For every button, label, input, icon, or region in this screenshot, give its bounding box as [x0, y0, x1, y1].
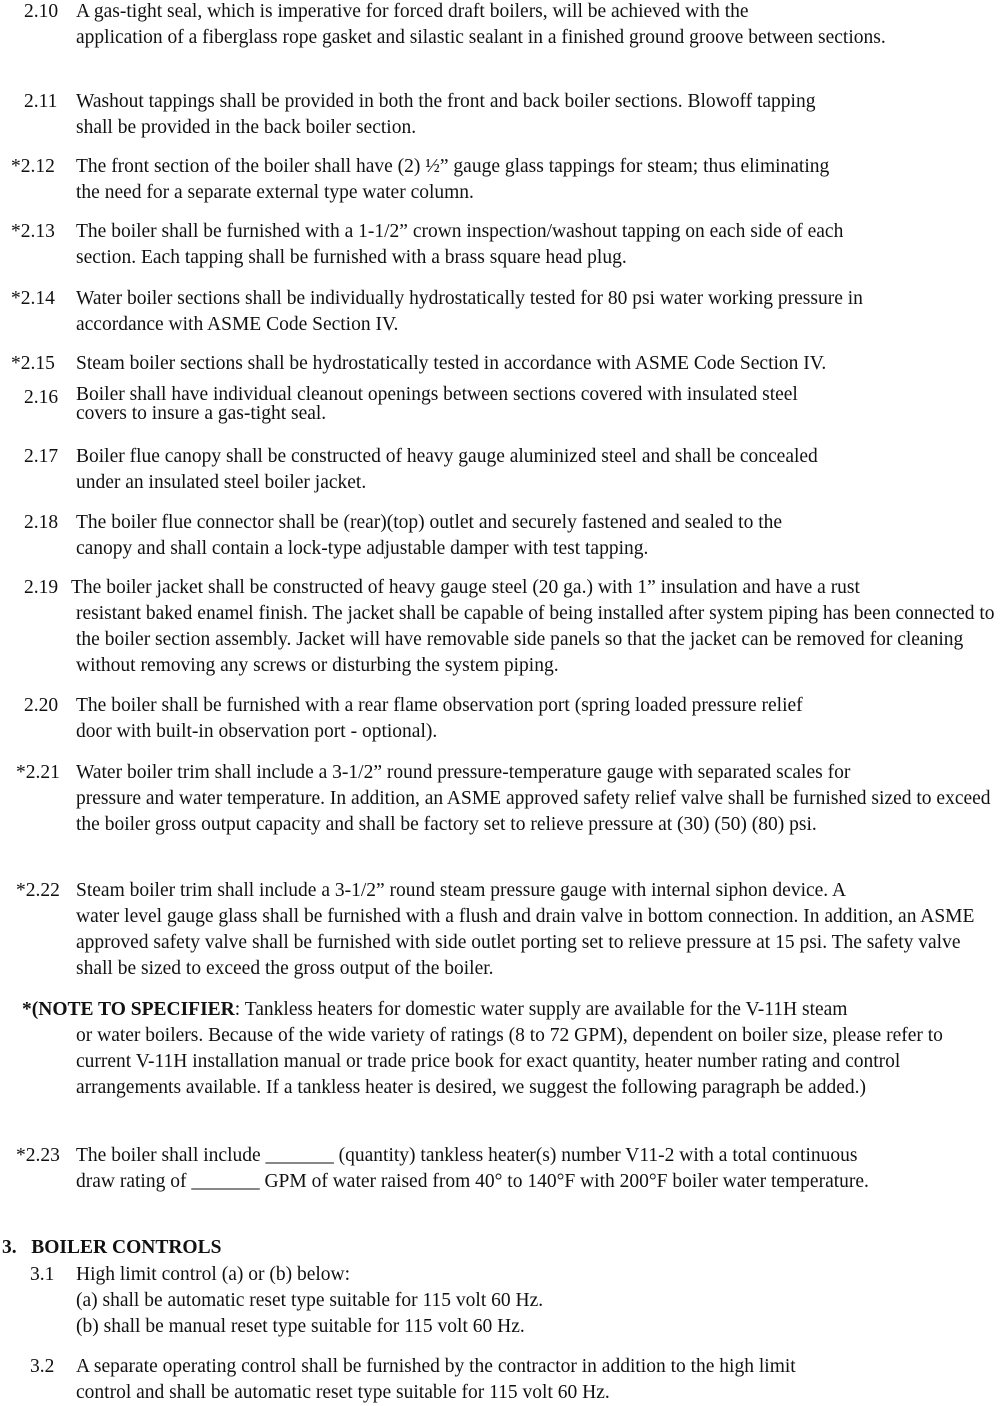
note-first-line: [22, 997, 1002, 1023]
note-label: NOTE TO SPECIFIER: [38, 999, 235, 1020]
paragraph-number: 2.16: [24, 387, 59, 408]
paragraph-text-rest: section. Each tapping shall be furnished with a brass square head plug.: [76, 247, 627, 268]
paragraph-number: *2.14: [11, 288, 55, 309]
paragraph-text-rest: under an insulated steel boiler jacket.: [76, 472, 367, 493]
paragraph-2-20: [0, 693, 1002, 745]
paragraph-number: *2.15: [11, 353, 55, 374]
paragraph-text-rest: the need for a separate external type water column.: [76, 182, 474, 203]
paragraph-2-10: [0, 0, 1002, 51]
paragraph-3-1: [0, 1262, 1002, 1340]
paragraph-number: 2.10: [24, 1, 59, 22]
paragraph-2-13: [0, 219, 1002, 271]
section-heading-boiler-controls: 3. BOILER CONTROLS: [2, 1237, 222, 1258]
paragraph-line-2: (a) shall be automatic reset type suitable for 115 volt 60 Hz.: [76, 1290, 544, 1311]
paragraph-text-first: Water boiler trim shall include a 3-1/2” round pressure-temperature gauge with separated scales for: [76, 762, 851, 783]
paragraph-3-2: [0, 1354, 1002, 1406]
paragraph-text-first: Steam boiler sections shall be hydrostatically tested in accordance with ASME Code Section IV.: [76, 353, 827, 374]
note-to-specifier: [0, 997, 1002, 1101]
paragraph-text-first: Steam boiler trim shall include a 3-1/2” round steam pressure gauge with internal siphon device. A: [76, 880, 847, 901]
paragraph-2-11: [0, 89, 1002, 141]
paragraph-line-2: control and shall be automatic reset type suitable for 115 volt 60 Hz.: [76, 1382, 610, 1403]
paragraph-2-22: [0, 878, 1002, 982]
paragraph-number: *2.21: [16, 762, 60, 783]
paragraph-number: *2.13: [11, 221, 55, 242]
paragraph-2-19: [0, 575, 1002, 679]
paragraph-text-first: : Tankless heaters for domestic water supply are available for the V-11H steam: [234, 999, 848, 1020]
paragraph-text-rest: canopy and shall contain a lock-type adjustable damper with test tapping.: [76, 538, 649, 559]
paragraph-text-rest: shall be provided in the back boiler section.: [76, 117, 417, 138]
paragraph-number: *2.12: [11, 156, 55, 177]
paragraph-number: 3.2: [30, 1356, 55, 1377]
paragraph-text-first: Boiler flue canopy shall be constructed of heavy gauge aluminized steel and shall be concealed: [76, 446, 818, 467]
paragraph-2-21: [0, 760, 1002, 838]
paragraph-text-rest: or water boilers. Because of the wide variety of ratings (8 to 72 GPM), dependent on boiler size, please refer to current V-11H installation manual or trade price book for exact quantity, heater number rating and control arrangements available. If a tankless heater is desired, we suggest the following paragraph be added.): [76, 1025, 943, 1098]
paragraph-text-rest: resistant baked enamel finish. The jacket shall be capable of being installed after system piping has been connected to the boiler section assembly. Jacket will have removable side panels so that the jacket can be removed for cleaning without removing any screws or disturbing the system piping.: [76, 603, 995, 676]
paragraph-text-first: Water boiler sections shall be individually hydrostatically tested for 80 psi water working pressure in: [76, 288, 863, 309]
paragraph-text-rest: draw rating of _______ GPM of water raised from 40° to 140°F with 200°F boiler water temperature.: [76, 1171, 869, 1192]
paragraph-number: 3.1: [30, 1264, 55, 1285]
paragraph-text-first: A gas-tight seal, which is imperative for forced draft boilers, will be achieved with the: [76, 1, 749, 22]
paragraph-number: 2.18: [24, 512, 59, 533]
paragraph-number: 2.20: [24, 695, 59, 716]
paragraph-line-1: A separate operating control shall be furnished by the contractor in addition to the high limit: [76, 1356, 796, 1377]
paragraph-2-18: [0, 510, 1002, 562]
paragraph-text-rest: water level gauge glass shall be furnished with a flush and drain valve in bottom connection. In addition, an ASME approved safety valve shall be furnished with side outlet porting set to relieve pressure at 15 psi. The safety valve shall be sized to exceed the gross output of the boiler.: [76, 906, 975, 979]
paragraph-text-first: The boiler flue connector shall be (rear)(top) outlet and securely fastened and sealed to the: [76, 512, 783, 533]
paragraph-text-first: The boiler jacket shall be constructed of heavy gauge steel (20 ga.) with 1” insulation and have a rust: [71, 577, 860, 598]
paragraph-2-12: [0, 154, 1002, 206]
paragraph-text-rest: application of a fiberglass rope gasket and silastic sealant in a finished ground groove between sections.: [76, 27, 886, 48]
note-prefix: *(: [22, 999, 39, 1020]
paragraph-number: 2.11: [24, 91, 58, 112]
paragraph-2-14: [0, 286, 1002, 338]
paragraph-number: 2.17: [24, 446, 59, 467]
paragraph-2-15: [0, 351, 1002, 377]
paragraph-text-first: The boiler shall be furnished with a 1-1/2” crown inspection/washout tapping on each side of each: [76, 221, 844, 242]
paragraph-text-first: The boiler shall be furnished with a rear flame observation port (spring loaded pressure relief: [76, 695, 803, 716]
paragraph-text-first: The front section of the boiler shall have (2) ½” gauge glass tappings for steam; thus eliminating: [76, 156, 830, 177]
paragraph-text-rest: pressure and water temperature. In addition, an ASME approved safety relief valve shall be furnished sized to exceed the boiler gross output capacity and shall be factory set to relieve pressure at (30) (50) (80) psi.: [76, 788, 991, 835]
paragraph-line-1: High limit control (a) or (b) below:: [76, 1264, 351, 1285]
paragraph-2-23: [0, 1143, 1002, 1195]
paragraph-2-16: [0, 385, 1002, 423]
paragraph-2-17: [0, 444, 1002, 496]
paragraph-line-3: (b) shall be manual reset type suitable for 115 volt 60 Hz.: [76, 1316, 525, 1337]
paragraph-number: *2.22: [16, 880, 60, 901]
paragraph-number: *2.23: [16, 1145, 60, 1166]
paragraph-text-first: The boiler shall include _______ (quantity) tankless heater(s) number V11-2 with a total continuous: [76, 1145, 858, 1166]
paragraph-number: 2.19: [24, 577, 59, 598]
paragraph-text-first: Boiler shall have individual cleanout openings between sections covered with insulated steel: [76, 384, 798, 405]
paragraph-text-rest: door with built-in observation port - optional).: [76, 721, 438, 742]
paragraph-text-rest: accordance with ASME Code Section IV.: [76, 314, 399, 335]
paragraph-text-rest: covers to insure a gas-tight seal.: [76, 403, 327, 424]
paragraph-text-first: Washout tappings shall be provided in both the front and back boiler sections. Blowoff tapping: [76, 91, 816, 112]
